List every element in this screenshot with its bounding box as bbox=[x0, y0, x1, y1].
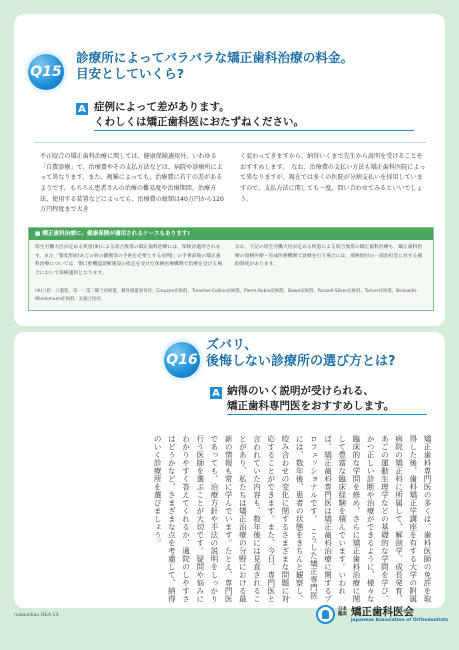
insurance-info-heading: ■ 矯正歯科治療に、健康保険が適用されるケースもあります! bbox=[29, 228, 433, 240]
q15-badge: Q15 bbox=[28, 54, 64, 90]
q15-title-line2: 目安としていくら? bbox=[76, 65, 185, 81]
q15-card bbox=[14, 14, 445, 326]
q15-answer-line1: 症例によって差があります。 bbox=[94, 101, 230, 113]
logo-small-text: 日本臨床 bbox=[338, 607, 347, 617]
q15-title bbox=[76, 50, 353, 81]
q16-title bbox=[206, 338, 396, 371]
q15-answer-mark: A bbox=[76, 103, 88, 115]
q16-badge: Q16 bbox=[164, 342, 200, 378]
q15-text-right: く変わってきますから、納得いくまで先生から説明を受けることをおすすめします。 なお、治療費の支払い方法も矯正歯科医院によって異なりますが、現在では多くの医院が分割支払いを採用していますので、支払方法に関しても一度、問い合わせてみるといいでしょう。 bbox=[240, 153, 426, 203]
q15-answer bbox=[94, 100, 414, 131]
q16-title-line2: 後悔しない診療所の選び方とは? bbox=[206, 354, 396, 370]
association-logo bbox=[316, 604, 449, 626]
tooth-logo-icon bbox=[316, 605, 335, 624]
q15-answer-line2: くわしくは矯正歯科医におたずねください。 bbox=[94, 116, 304, 129]
q16-body-vertical: 矯正歯科専門医の多くは、歯科医師の免許を取得した後、歯科矯正学講座を有する大学の附属病院の矯正科に所属して、解剖学、成長発育、あごの運動生理学などの基礎的な学問を学び、かつ正しい診断や治療ができるように、様々な臨床的な学問を修め、さらに矯正歯科治療に関して豊富な臨床経験を積んでいます。いわれば、矯正歯科専門医は矯正歯科治療に関するプロフェッショナルです。 こうした矯正専門医には、数年後、患者の状態をきちんと観察し、咬み合わせの変化に関するさまざまな問題に対応することができます。また、今日、専門医と言われていた内容も、数年後には見直されることがあり、私たちは矯正治療の分野における最新の情報も常に学んでいます。たとえ、専門医であっても、治療方針や手法の説明をしっかり行う医師を選ぶことが大切です。疑問や悩みにわかりやすく答えてくれるか、通院のしやすさはどうかなど、さまざまな点を考慮して、納得のいく診療所を選びましょう。 bbox=[153, 435, 432, 603]
logo-english-name: Japanese Association of Orthodontists bbox=[351, 618, 449, 623]
insurance-info-box bbox=[28, 227, 434, 311]
q15-title-line1: 診療所によってバラバラな矯正歯科治療の料金。 bbox=[76, 50, 354, 65]
insurance-info-right: なお、下記の厚生労働大臣が定める疾患による咬合異常の矯正歯科治療も、矯正歯科治療の資格医療・育成医療機関で診療を行う場合には、保険給付の一部負担金に対する補助制度があります。 bbox=[235, 245, 423, 268]
q16-title-line1: ズバリ、 bbox=[206, 338, 258, 353]
q15-text-left: 不正咬合の矯正歯科治療に関しては、健康保険適用外、いわゆる「自費診療」で、治療費やその支払方法などは、病院や診療所によって異なります。また、複雑によっても、治療費に若干の差があるようです。もちろん患者さんの治療の難易度や治療期間、治療方法、使用する装置などによっても、治療費の総額は40万円から120万円程度まで大き bbox=[40, 153, 224, 214]
insurance-info-left: 厚生労働大臣が定める疾患(※)による咬合異常の矯正歯科治療には、保険が適用されます。また「顎変形症(あごの骨の離断等の手術を必要とする症例)」の手術前後の矯正歯科治療については、顎口腔機能診断施設の指定を受けた保険医療機関で治療を受ける場合において保険適用となります。 bbox=[35, 245, 222, 276]
page-code: nukounkou O&A-13 bbox=[14, 613, 59, 618]
q16-answer bbox=[227, 384, 427, 415]
q15-divider bbox=[34, 142, 426, 143]
q16-answer-line2: 矯正歯科専門医をおすすめします。 bbox=[227, 400, 395, 413]
logo-name: 矯正歯科医会 bbox=[351, 606, 414, 618]
insurance-info-note: (※)口唇・口蓋裂、第一・第二鰓弓症候群、鎖骨頭蓋異骨症、Crouzon症候群、Treacher-Collins症候群、Pierre Robin症候群、Down症候群、Russell-Silver症候群、Turner症候群、Beckwith-Wiedemann症候群、尖頭合指症。 bbox=[35, 289, 418, 302]
q16-answer-mark: A bbox=[210, 387, 222, 399]
q16-answer-line1: 納得のいく説明が受けられる、 bbox=[227, 385, 374, 397]
